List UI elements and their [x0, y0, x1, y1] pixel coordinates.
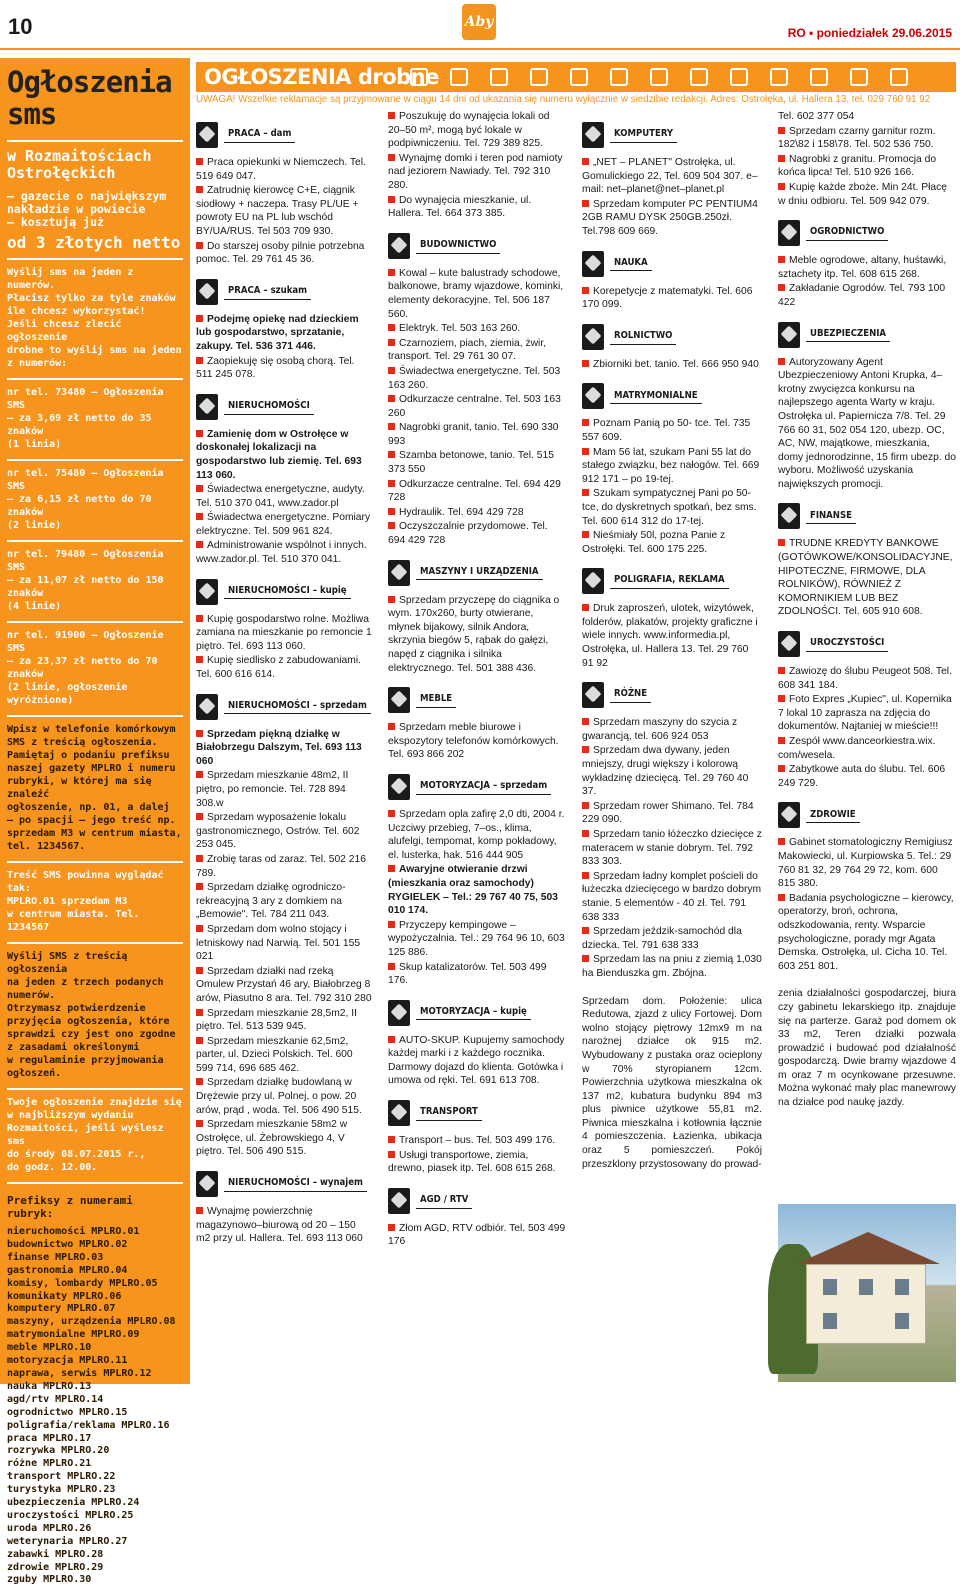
category-label: NIERUCHOMOŚCI – kupię [224, 584, 351, 600]
classified-ad: Podejmę opiekę nad dzieckiem lub gospodarstwo, sprzatanie, zakupy. Tel. 536 371 446. [196, 313, 372, 354]
category-label: PRACA – szukam [224, 284, 311, 300]
category-zdrowie [778, 800, 956, 830]
classified-ad: Sprzedam komputer PC PENTIUM4 2GB RAMU DYSK 250GB.250zł. Tel.798 609 669. [582, 198, 762, 239]
category-label: MOTORYZACJA – kupię [416, 1005, 531, 1021]
header-rule [0, 48, 960, 50]
money-icon [770, 68, 788, 86]
classified-ad: Sprzedam mieszkanie 62,5m2, parter, ul. Dzieci Polskich. Tel. 600 599 714, 696 685 462. [196, 1035, 372, 1076]
category-label: AGD / RTV [416, 1193, 472, 1209]
classified-ad: Nagrobki granit, tanio. Tel. 690 330 993 [388, 421, 566, 448]
truck-icon [890, 68, 908, 86]
category-label: PRACA – dam [224, 127, 295, 143]
window [859, 1279, 873, 1295]
category-icon [388, 687, 410, 713]
classified-ad: Zawiozę do ślubu Peugeot 508. Tel. 608 341 184. [778, 665, 956, 692]
classified-ad: Sprzedam maszyny do szycia z gwarancją, tel. 606 924 053 [582, 716, 762, 743]
category-icon [582, 251, 604, 277]
ads-column-4 [778, 110, 956, 1110]
classified-ad: Druk zaproszeń, ulotek, wizytówek, folderów, plakatów, projekty graficzne i wiele innych. www.informedia.pl, Ostrołęka, ul. Hallera 13. Tel. 29 760 91 92 [582, 602, 762, 670]
classified-ad: Zatrudnię kierowcę C+E, ciągnik siodłowy + naczepa. Trasy PL/UE + powroty EU na PL lub wschód BY/UA/RUS. Tel 503 709 930. [196, 184, 372, 238]
category-icon [582, 324, 604, 350]
sms-title: Ogłoszenia sms [7, 65, 172, 131]
classifieds-header [196, 62, 956, 92]
category-icon [582, 383, 604, 409]
sms-howto: Wpisz w telefonie komórkowym SMS z treścią ogłoszenia. Pamiętaj o podaniu prefiksu naszej gazety MPLRO i numeru rubryki, w której ma się znaleźć ogłoszenie, np. 01, a dalej – po spacji – jego treść np. sprzedam M3 w centrum miasta, tel. 1234567. [7, 724, 182, 852]
classified-ad: Awaryjne otwieranie drzwi (mieszkania oraz samochody) RYGIELEK – Tel.: 29 767 40 75, 503 010 174. [388, 863, 566, 917]
category-nieruchomosci-sprzedam [196, 692, 372, 722]
heart-icon [610, 68, 628, 86]
classified-ad: „NET – PLANET" Ostrołęka, ul. Gomulickiego 22, Tel. 609 504 307. e–mail: net–planet@net–planet.pl [582, 156, 762, 197]
ads-column-1 [196, 110, 372, 1247]
sms-number-2: nr tel. 75480 – Ogłoszenia SMS – za 6,15 zł netto do 70 znaków (2 linie) [7, 468, 164, 531]
category-label: MOTORYZACJA – sprzedam [416, 779, 551, 795]
classified-ad: Zabytkowe auta do ślubu. Tel. 606 249 729. [778, 763, 956, 790]
category-label: ROLNICTWO [610, 329, 676, 345]
classified-ad: Oczyszczalnie przydomowe. Tel. 694 429 728 [388, 520, 566, 547]
classified-ad: Sprzedam działkę ogrodniczo-rekreacyjną 3 ary z domkiem na „Bemowie". Tel. 784 211 043. [196, 881, 372, 922]
publication-logo: Aby [462, 4, 496, 40]
category-icon [582, 568, 604, 594]
classified-ad: Gabinet stomatologiczny Remigiusz Makowiecki, ul. Kurpiowska 5. Tel.: 29 760 81 32, 29 764 29 72, kom. 600 815 380. [778, 836, 956, 890]
category-icon [196, 122, 218, 148]
classified-ad: Sprzedam tanio łóżeczko dziecięce z materacem w stanie dobrym. Tel. 792 833 303. [582, 829, 762, 868]
classified-ad: Sprzedam opla zafirę 2,0 dti, 2004 r. Uczciwy przebieg, 7–os., klima, alufelgi, tempomat, komp pokładowy, el. lusterka, hak. 516 444 905 [388, 808, 565, 861]
classified-ad: Zakładanie Ogrodów. Tel. 793 100 422 [778, 282, 956, 309]
classified-ad: Nieśmiały 50l, pozna Panie z Ostrołęki. Tel. 600 175 225. [582, 529, 762, 556]
house-shape [806, 1264, 926, 1344]
category-nieruchomosci [196, 392, 372, 422]
category-icon [582, 122, 604, 148]
classified-ad: Złom AGD, RTV odbiór. Tel. 503 499 176 [388, 1222, 566, 1248]
classified-ad: Praca opiekunki w Niemczech. Tel. 519 649 047. [196, 156, 372, 183]
health-icon [850, 68, 868, 86]
category-nieruchomosci-wynajem [196, 1169, 372, 1199]
category-icon [582, 682, 604, 708]
house-sale-ad-text: zenia działalności gospodarczej, biura czy gabinetu lekarskiego itp. znajduje się na parterze. Garaż pod domem ok 33 m2, Teren działki pozwala prowadzić i budować pod działalność gospodarczą. Dwie bramy wjazdowe 4 m oraz 7 m ocynkowane przesuwne. Można wykonać mały plac manewrowy na działce pod naukę jazdy. [778, 988, 956, 1109]
classified-ad: Sprzedam rower Shimano. Tel. 784 229 090. [582, 800, 762, 827]
classified-ad: Usługi transportowe, ziemia, drewno, piasek itp. Tel. 608 615 268. [388, 1149, 566, 1176]
classified-ad: Sprzedam działki nad rzeką Omulew Przystań 46 ary, Białobrzeg 8 arów, Piasutno 8 ara. Tel. 792 310 280 [196, 965, 372, 1004]
classified-ad: Wynajmę domki i teren pod namioty nad jeziorem Nawiady. Tel. 792 310 280. [388, 152, 566, 193]
classified-ad: Foto Expres „Kupiec", ul. Kopernika 7 lokal 10 zaprasza na zdjęcia do dokumentów. Najtaniej w mieście!!! [778, 693, 956, 734]
rings-icon [810, 68, 828, 86]
classified-ad: Sprzedam meble biurowe i ekspozytory telefonów komórkowych. Tel. 693 866 202 [388, 721, 566, 762]
classified-ad: Administrowanie wspólnot i innych. www.zador.pl. Tel. 510 370 041. [196, 539, 372, 566]
classified-ad: Odkurzacze centralne. Tel. 503 163 260 [388, 393, 566, 420]
classified-ad: Sprzedam dwa dywany, jeden mniejszy, drugi większy i kolorową wykładzinę dziecięcą. Tel. 29 760 40 37. [582, 744, 762, 798]
category-icon [196, 694, 218, 720]
category-praca-szukam [196, 277, 372, 307]
category-ogrodnictwo [778, 218, 956, 248]
category-label: NIERUCHOMOŚCI – wynajem [224, 1176, 367, 1192]
category-motoryzacja-sprzedam [388, 772, 566, 802]
window [895, 1279, 909, 1295]
classified-ad: Świadectwa energetyczne. Pomiary elektryczne. Tel. 509 961 824. [196, 512, 371, 537]
classified-ad: Transport – bus. Tel. 503 499 176. [388, 1134, 566, 1148]
classified-ad: Sprzedam las na pniu z ziemią 1,030 ha Bienduszka gm. Zbójna. [582, 954, 762, 979]
classified-ad: Sprzedam przyczepę do ciągnika o wym. 170x260, burty otwierane, młynek bijakowy, silnik Andora, skrzynia biegów 5, rąbak do gałęzi, napęd z ciągnika i silnika elektrycznego. Tel. 501 388 436. [388, 594, 566, 676]
classified-ad: Do wynajęcia mieszkanie, ul. Hallera. Tel. 664 373 385. [388, 194, 566, 221]
classified-ad: Zamienię dom w Ostrołęce w doskonałej lokalizacji na gospodarstwo lub ziemię. Tel. 693 113 060. [196, 428, 372, 482]
category-label: MATRYMONIALNE [610, 389, 702, 405]
divider [7, 459, 183, 461]
category-maszyny-i-urzadzenia [388, 558, 566, 588]
window [895, 1313, 909, 1329]
classified-ad: Zespół www.danceorkiestra.wix. com/wesela. [778, 735, 956, 762]
window [823, 1313, 837, 1329]
classified-ad: Hydraulik. Tel. 694 429 728 [388, 506, 566, 520]
roof-shape [796, 1232, 940, 1264]
classified-ad: Kowal – kute balustrady schodowe, balkonowe, bramy wjazdowe, kominki, elementy dekoracyjne. Tel. 506 187 560. [388, 267, 566, 321]
category-icon [196, 1171, 218, 1197]
prefix-title: Prefiksy z numerami rubryk: [7, 1194, 133, 1220]
sms-number-1: nr tel. 73480 – Ogłoszenia SMS – za 3,69 zł netto do 35 znaków (1 linia) [7, 387, 164, 450]
category-budownictwo [388, 231, 566, 261]
classified-ad: Odkurzacze centralne. Tel. 694 429 728 [388, 478, 566, 505]
sms-subtitle: w Rozmaitościach Ostrołęckich [7, 140, 183, 182]
divider [7, 1182, 183, 1184]
classified-ad: Kupię gospodarstwo rolne. Możliwa zamiana na mieszkanie po remoncie 1 piętro. Tel. 693 113 060. [196, 613, 372, 652]
classified-ad: Czarnoziem, piach, ziemia, żwir, transport. Tel. 29 761 30 07. [388, 337, 566, 364]
category-label: OGRODNICTWO [806, 225, 888, 241]
classified-ad: Wynajmę powierzchnię magazynowo–biurową od 20 – 150 m2 przy ul. Hallera. Tel. 693 113 060 [196, 1205, 372, 1246]
category-icon [388, 774, 410, 800]
classified-ad: Sprzedam jeździk-samochód dla dziecka. Tel. 791 638 333 [582, 925, 762, 952]
category-icon [388, 1188, 410, 1214]
classified-ad: Do starszej osoby pilnie potrzebna pomoc. Tel. 29 761 45 36. [196, 240, 372, 267]
category-label: FINANSE [806, 509, 856, 525]
ads-column-2 [388, 110, 566, 1250]
category-label: NAUKA [610, 256, 652, 272]
computer-icon [530, 68, 548, 86]
category-agd-rtv [388, 1186, 566, 1216]
classified-ad: Kupię siedlisko z zabudowaniami. Tel. 600 616 614. [196, 654, 372, 681]
classified-ad: TRUDNE KREDYTY BANKOWE (GOTÓWKOWE/KONSOLIDACYJNE, HIPOTECZNE, FIRMOWE, DLA ROLNIKÓW), RÓWNIEŻ Z KOMORNIKIEM LUB BEZ ZDOLNOŚCI. Tel. 605 910 608. [778, 537, 956, 619]
tractor-icon [650, 68, 668, 86]
masthead-date: RO • poniedziałek 29.06.2015 [787, 26, 952, 40]
category-finanse [778, 501, 956, 531]
classified-ad: Sprzedam mieszkanie 58m2 w Ostrołęce, ul. Żebrowskiego 4, V piętro. Tel. 506 490 515. [196, 1118, 372, 1159]
ads-column-3 [582, 110, 762, 1171]
key-icon [450, 68, 468, 86]
category-uroczystosci [778, 629, 956, 659]
divider [7, 621, 183, 623]
category-rozne [582, 680, 762, 710]
flower-icon [730, 68, 748, 86]
page-header [0, 0, 960, 50]
category-icon [778, 322, 800, 348]
category-icon [388, 233, 410, 259]
category-transport [388, 1098, 566, 1128]
category-nieruchomosci-kupie [196, 577, 372, 607]
classified-ad: Sprzedam mieszkanie 48m2, II piętro, po remoncie. Tel. 728 894 308.w [196, 769, 372, 810]
category-label: NIERUCHOMOŚCI – sprzedam [224, 699, 371, 715]
classified-ad: Sprzedam dom wolno stojący i letniskowy nad Narwią. Tel. 501 155 021 [196, 923, 372, 964]
sms-deadline: Twoje ogłoszenie znajdzie się w najbliższym wydaniu Rozmaitości, jeśli wyślesz sms do środy 08.07.2015 r., do godz. 12.00. [7, 1097, 182, 1173]
classified-ad: Świadectwa energetyczne, audyty. Tel. 510 370 041, www.zador.pl [196, 483, 372, 510]
classified-ad: Zaopiekuję się osobą chorą. Tel. 511 245 078. [196, 355, 372, 382]
category-icon [778, 503, 800, 529]
classified-ad: Sprzedam wyposażenie lokalu gastronomicznego, Ostrów. Tel. 602 253 045. [196, 811, 372, 852]
category-icon [778, 631, 800, 657]
divider [7, 715, 183, 717]
divider [7, 1088, 183, 1090]
classified-ad: Korepetycje z matematyki. Tel. 606 170 099. [582, 285, 762, 312]
sms-confirm: Wyślij SMS z treścią ogłoszenia na jeden z trzech podanych numerów. Otrzymasz potwierdzenie przyjęcia ogłoszenia, które sprawdzi czy jest ono zgodne z zasadami określonymi w regulaminie przyjmowania ogłoszeń. [7, 951, 176, 1079]
classified-ad: Poszukuję do wynajęcia lokali od 20–50 m², mogą być lokale w podpiwniczeniu. Tel. 729 389 825. [388, 110, 566, 151]
classified-ad: Badania psychologiczne – kierowcy, operatorzy, broń, ochrona, odszkodowania, renty. Wsparcie psychologiczne, porady mgr Agata Demska. Ostrołęka, ul. Cicha 10. Tel. 603 251 801. [778, 892, 956, 974]
classified-ad: Skup katalizatorów. Tel. 503 499 176. [388, 961, 566, 988]
category-matrymonialne [582, 381, 762, 411]
divider [7, 942, 183, 944]
classified-ad: AUTO-SKUP. Kupujemy samochody każdej marki i z każdego rocznika. Darmowy dojazd do klienta. Gotówka i umowa od ręki. Tel. 691 613 708. [388, 1034, 565, 1087]
classified-ad: Sprzedam piękną działkę w Białobrzegu Dalszym, Tel. 693 113 060 [196, 728, 372, 769]
car-icon [490, 68, 508, 86]
book-icon [570, 68, 588, 86]
page-number: 10 [8, 14, 33, 39]
sms-pitch: – gazecie o największym nakładzie w powiecie – kosztują już [7, 189, 167, 229]
divider [7, 378, 183, 380]
category-label: KOMPUTERY [610, 127, 677, 143]
category-label: RÓŻNE [610, 687, 651, 703]
category-rolnictwo [582, 322, 762, 352]
classified-ad: Sprzedam czarny garnitur rozm. 182\82 i 158\78. Tel. 502 536 750. [778, 125, 956, 152]
classified-ad: Mam 56 lat, szukam Pani 55 lat do stałego związku, bez nałogów. Tel. 669 912 171 – po 19-tej. [582, 446, 762, 487]
classified-ad: Sprzedam działkę budowlaną w Drężewie przy ul. Polnej, o pow. 20 arów, prąd , woda. Tel. 506 490 515. [196, 1076, 372, 1117]
classified-ad: Zrobię taras od zaraz. Tel. 502 216 789. [196, 853, 372, 880]
category-meble [388, 685, 566, 715]
classified-ad: Meble ogrodowe, altany, huśtawki, sztachety itp. Tel. 608 615 268. [778, 254, 956, 281]
sms-price: od 3 złotych netto [7, 233, 183, 260]
window [823, 1279, 837, 1295]
category-nauka [582, 249, 762, 279]
divider [7, 861, 183, 863]
prefix-list: nieruchomości MPLRO.01 budownictwo MPLRO.02 finanse MPLRO.03 gastronomia MPLRO.04 komisy, lombardy MPLRO.05 komunikaty MPLRO.06 komputery MPLRO.07 maszyny, urządzenia MPLRO.08 matrymonialne MPLRO.09 meble MPLRO.10 motoryzacja MPLRO.11 naprawa, serwis MPLRO.12 nauka MPLRO.13 agd/rtv MPLRO.14 ogrodnictwo MPLRO.15 poligrafia/reklama MPLRO.16 praca MPLRO.17 rozrywka MPLRO.20 różne MPLRO.21 transport MPLRO.22 turystyka MPLRO.23 ubezpieczenia MPLRO.24 uroczystości MPLRO.25 uroda MPLRO.26 weterynaria MPLRO.27 zabawki MPLRO.28 zdrowie MPLRO.29 zguby MPLRO.30 [7, 1226, 176, 1586]
category-icon [196, 579, 218, 605]
category-label: POLIGRAFIA, REKLAMA [610, 573, 729, 589]
category-icon [388, 1000, 410, 1026]
category-praca-dam [196, 120, 372, 150]
sms-number-4: nr tel. 91900 – Ogłoszenie SMS – za 23,37 zł netto do 70 znaków (2 linie, ogłoszenie wyróżnione) [7, 630, 164, 706]
category-label: MEBLE [416, 692, 456, 708]
category-ubezpieczenia [778, 320, 956, 350]
classified-ad: Kupię każde zboże. Min 24t. Płacę w dniu odbioru. Tel. 509 942 079. [778, 181, 956, 208]
classified-ad: Nagrobki z granitu. Promocja do końca lipca! Tel. 510 926 166. [778, 153, 956, 180]
category-icon [196, 279, 218, 305]
sms-number-3: nr tel. 79480 – Ogłoszenia SMS – za 11,07 zł netto do 150 znaków (4 linie) [7, 549, 164, 612]
classified-ad: Autoryzowany Agent Ubezpieczeniowy Antoni Krupka, 4–krotny zwycięzca konkursu na najlepszego agenta Warty w kraju. Ostrołęka ul. Papiernicza 7/8. Tel. 29 766 60 31, 502 054 120, ubezp. OC, AC, NW, majątkowe, mieszkania, domy jednorodzinne, 15 firm ubezp. do wyboru. Możliwość uzyskania największych promocji. [778, 356, 957, 490]
classified-ad: Szukam sympatycznej Pani po 50-tce, do dyskretnych spotkań, bez sms. Tel. 600 614 312 do 17-tej. [582, 487, 762, 528]
category-label: MASZYNY I URZĄDZENIA [416, 565, 543, 581]
classified-ad: Sprzedam ładny komplet pościeli do łużeczka dziecięcego w bardzo dobrym stanie. 5 elementów - 40 zł. Tel. 791 638 333 [582, 870, 762, 923]
house-photo [778, 1204, 956, 1382]
classified-ad: Zbiorniki bet. tanio. Tel. 666 950 940 [582, 358, 762, 372]
category-icon [778, 802, 800, 828]
classified-ad: Przyczepy kempingowe – wypożyczalnia. Tel.: 29 764 96 10, 603 125 886. [388, 919, 565, 958]
category-icon [388, 1100, 410, 1126]
classified-ad: Świadectwa energetyczne. Tel. 503 163 260. [388, 365, 566, 392]
category-motoryzacja-kupie [388, 998, 566, 1028]
category-label: UBEZPIECZENIA [806, 327, 890, 343]
classified-ad: Sprzedam mieszkanie 28,5m2, II piętro. Tel. 513 539 945. [196, 1007, 372, 1034]
sms-intro: Wyślij sms na jeden z numerów. Płacisz tylko za tyle znaków ile chcesz wykorzystać! Jeśli chcesz zlecić ogłoszenie drobne to wyślij sms na jeden z numerów: [7, 267, 182, 369]
classified-ad: Poznam Panią po 50- tce. Tel. 735 557 609. [582, 417, 762, 444]
category-label: NIERUCHOMOŚCI [224, 399, 314, 415]
sofa-icon [690, 68, 708, 86]
category-label: ZDROWIE [806, 808, 860, 824]
category-label: TRANSPORT [416, 1105, 482, 1121]
classified-ad: Szamba betonowe, tanio. Tel. 515 373 550 [388, 449, 566, 476]
classifieds-title: OGŁOSZENIA drobne [204, 65, 439, 89]
house-sale-ad-text: Sprzedam dom. Położenie: ulica Redutowa, zjazd z ulicy Fortowej. Dom wolno stojący piętrowy 12mx9 m na narożnej działce ok 915 m2. Wybudowany z pustaka oraz ocieplony w 70% styropianem 12cm. Powierzchnia użytkowa mieszkalna ok 137 m2, kubatura budynku 894 m3 plus piwnice użytkowe 55,81 m2. Piwnica mieszkalna i kotłownia łącznie 4 pomieszczenia. Łazienka, ubikacja oraz 5 pomieszczeń. Pokój przeszklony przystosowany do prowad- [582, 995, 762, 1170]
category-icon [778, 220, 800, 246]
complaints-notice: UWAGA! Wszelkie reklamacje są przyjmowane w ciągu 14 dni od ukazania się numeru wyłącznie w siedzibie redakcji. Adres: Ostrołęka, ul. Hallera 13, tel. 029 760 91 92 [196, 94, 931, 105]
sms-info-panel [0, 58, 190, 1586]
category-label: UROCZYSTOŚCI [806, 636, 888, 652]
classified-ad: Tel. 602 377 054 [778, 111, 855, 122]
category-icon [196, 394, 218, 420]
classified-ad: Elektryk. Tel. 503 163 260. [388, 322, 566, 336]
house-icon [410, 68, 428, 86]
sms-example: Treść SMS powinna wyglądać tak: MPLRO.01 sprzedam M3 w centrum miasta. Tel. 1234567 [7, 870, 164, 933]
category-komputery [582, 120, 762, 150]
category-icon [388, 560, 410, 586]
divider [7, 540, 183, 542]
category-label: BUDOWNICTWO [416, 238, 500, 254]
category-poligrafia-reklama [582, 566, 762, 596]
